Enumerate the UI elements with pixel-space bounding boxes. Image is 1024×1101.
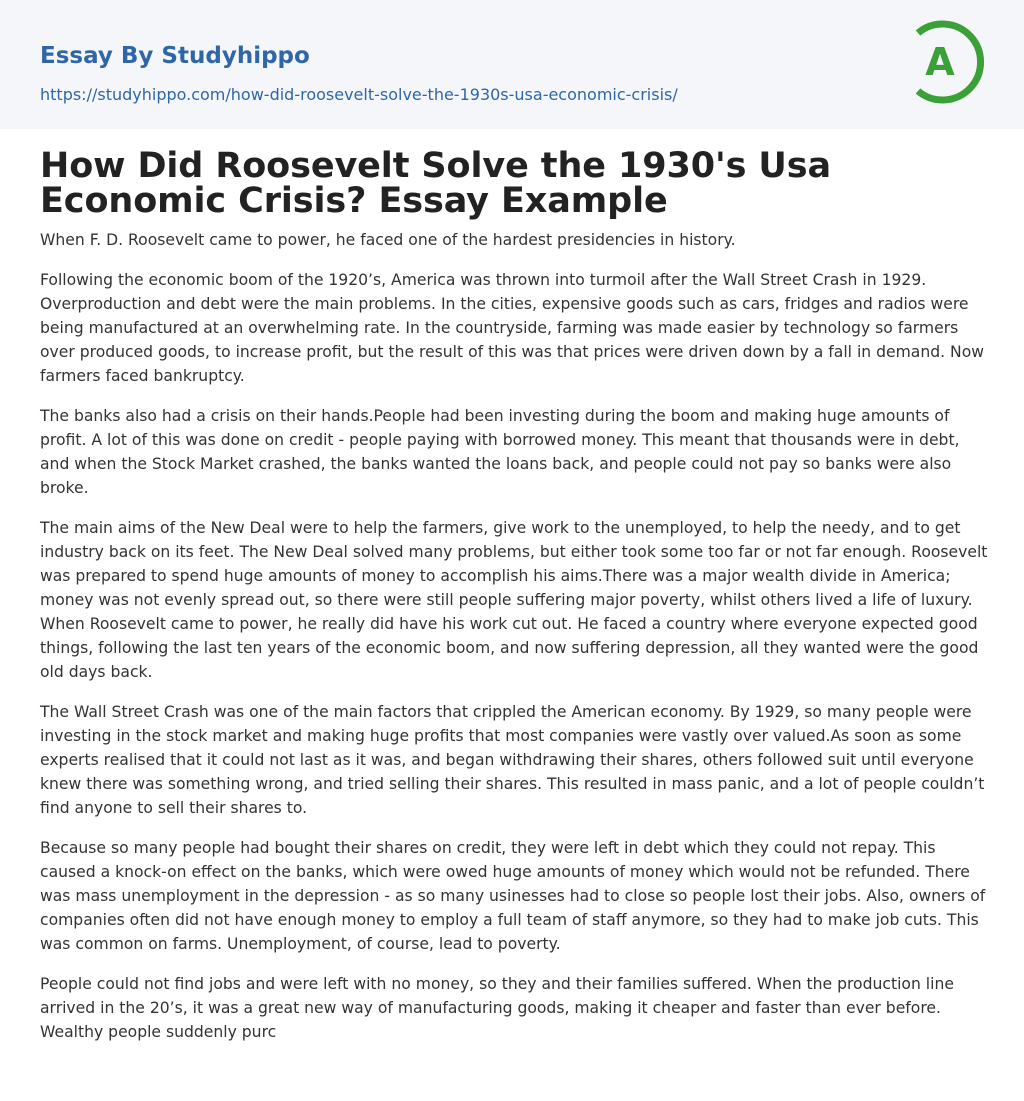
source-url-link[interactable]: https://studyhippo.com/how-did-roosevelt-solve-the-1930s-usa-economic-crisis/ [40, 85, 678, 104]
essay-paragraph: People could not find jobs and were left with no money, so they and their families suffered. When the production line arrived in the 20’s, it was a great new way of manufacturing goods, making it cheaper and faster than ever before. Wealthy people suddenly purc [40, 975, 954, 1041]
brand-title[interactable]: Essay By Studyhippo [40, 43, 310, 69]
essay-paragraph: The banks also had a crisis on their hands.People had been investing during the boom and making huge amounts of profit. A lot of this was done on credit - people paying with borrowed money. This meant that thousands were in debt, and when the Stock Market crashed, the banks wanted the loans back, and people could not pay so banks were also broke. [40, 407, 960, 497]
article-title: How Did Roosevelt Solve the 1930's Usa Economic Crisis? Essay Example [40, 146, 831, 221]
studyhippo-logo-icon[interactable] [912, 19, 986, 105]
essay-paragraph: The Wall Street Crash was one of the main factors that crippled the American economy. By 1929, so many people were investing in the stock market and making huge profits that most companies were vastly over valued.As soon as some experts realised that it could not last as it was, and began withdrawing their shares, others followed suit until everyone knew there was something wrong, and tried selling their shares. This resulted in mass panic, and a lot of people couldn’t find anyone to sell their shares to. [40, 703, 985, 817]
essay-paragraph: Following the economic boom of the 1920’s, America was thrown into turmoil after the Wall Street Crash in 1929. Overproduction and debt were the main problems. In the cities, expensive goods such as cars, fridges and radios were being manufactured at an overwhelming rate. In the countryside, farming was made easier by technology so farmers over produced goods, to increase profit, but the result of this was that prices were driven down by a fall in demand. Now farmers faced bankruptcy. [40, 271, 985, 385]
essay-paragraph: When F. D. Roosevelt came to power, he faced one of the hardest presidencies in history. [40, 231, 736, 249]
site-header [0, 0, 1024, 129]
logo-letter: A [925, 40, 955, 84]
essay-paragraph: The main aims of the New Deal were to help the farmers, give work to the unemployed, to help the needy, and to get industry back on its feet. The New Deal solved many problems, but either took some too far or not far enough. Roosevelt was prepared to spend huge amounts of money to accomplish his aims.There was a major wealth divide in America; money was not evenly spread out, so there were still people suffering major poverty, whilst others lived a life of luxury. When Roosevelt came to power, he really did have his work cut out. He faced a country where everyone expected good things, following the last ten years of the economic boom, and now suffering depression, all they wanted were the good old days back. [40, 519, 988, 681]
essay-body [40, 228, 988, 1060]
essay-paragraph: Because so many people had bought their shares on credit, they were left in debt which they could not repay. This caused a knock-on effect on the banks, which were owed huge amounts of money which would not be refunded. There was mass unemployment in the depression - as so many usinesses had to close so people lost their jobs. Also, owners of companies often did not have enough money to employ a full team of staff anymore, so they had to make job cuts. This was common on farms. Unemployment, of course, lead to poverty. [40, 839, 986, 953]
